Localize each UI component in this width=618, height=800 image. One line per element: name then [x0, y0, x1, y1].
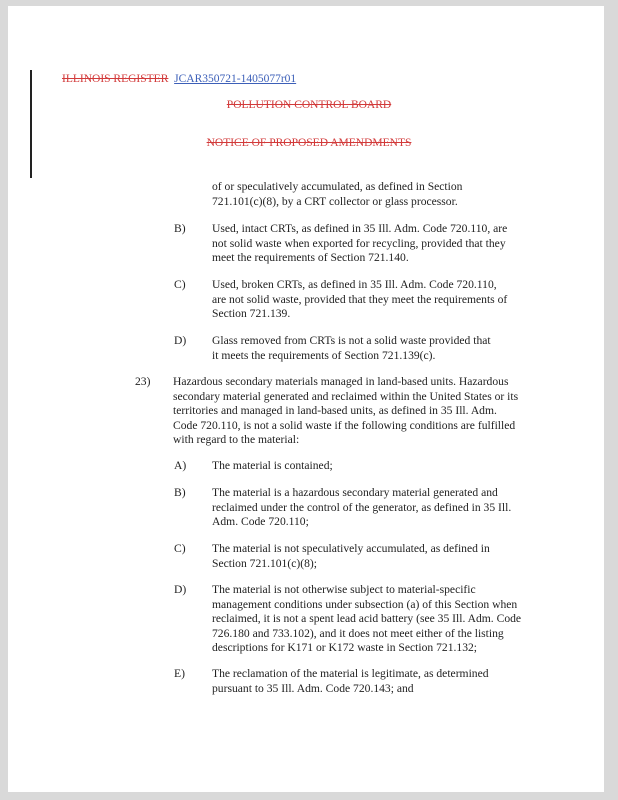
- section-23-label: 23): [135, 375, 151, 388]
- item-22-d-text: Glass removed from CRTs is not a solid waste provided that it meets the requirements of Section 721.139(c).: [212, 334, 491, 362]
- item-23-e-label: E): [174, 667, 185, 680]
- item-23-b-label: B): [174, 486, 186, 499]
- header-board-line: [0, 99, 618, 111]
- header-register-line: [62, 73, 296, 85]
- item-23-e-text: The reclamation of the material is legitimate, as determined pursuant to 35 Ill. Adm. Code 720.143; and: [212, 667, 489, 695]
- item-23-c-label: C): [174, 542, 186, 555]
- item-22-d-label: D): [174, 334, 187, 347]
- revision-margin-bar: [30, 70, 32, 178]
- item-22-b-text: Used, intact CRTs, as defined in 35 Ill. Adm. Code 720.110, are not solid waste when exported for recycling, provided that they meet the requirements of Section 721.140.: [212, 222, 508, 265]
- board-struck-text: POLLUTION CONTROL BOARD: [226, 99, 392, 111]
- item-23-c-text: The material is not speculatively accumulated, as defined in Section 721.101(c)(8);: [212, 542, 490, 570]
- section-23-text: Hazardous secondary materials managed in land-based units. Hazardous secondary material generated and reclaimed within the United States or its territories and managed in land-based units, as defined in 35 Ill. Adm. Code 720.110, is not a solid waste if the following conditions are fulfilled with regard to the material:: [173, 375, 519, 447]
- continuation-paragraph: of or speculatively accumulated, as defined in Section 721.101(c)(8), by a CRT collector or glass processor.: [212, 180, 463, 208]
- item-23-d-text: The material is not otherwise subject to material-specific management conditions under subsection (a) of this Section when reclaimed, it is not a spent lead acid battery (see 35 Ill. Adm. Code 726.180 and 733.102), and it does not meet either of the listing descriptions for K171 or K172 waste in Section 721.132;: [212, 583, 522, 655]
- item-23-a-label: A): [174, 459, 187, 472]
- notice-struck-text: NOTICE OF PROPOSED AMENDMENTS: [206, 137, 412, 149]
- item-22-c-label: C): [174, 278, 186, 291]
- item-23-a-text: The material is contained;: [212, 459, 333, 472]
- item-23-d-label: D): [174, 583, 187, 596]
- jcar-code-inserted: JCAR350721-1405077r01: [174, 73, 297, 85]
- item-22-c-text: Used, broken CRTs, as defined in 35 Ill. Adm. Code 720.110, are not solid waste, provided that they meet the requirements of Section 721.139.: [212, 278, 508, 321]
- header-notice-line: [0, 137, 618, 149]
- item-23-b-text: The material is a hazardous secondary material generated and reclaimed under the control of the generator, as defined in 35 Ill. Adm. Code 720.110;: [212, 486, 512, 529]
- register-struck-text: ILLINOIS REGISTER: [62, 73, 169, 85]
- item-22-b-label: B): [174, 222, 186, 235]
